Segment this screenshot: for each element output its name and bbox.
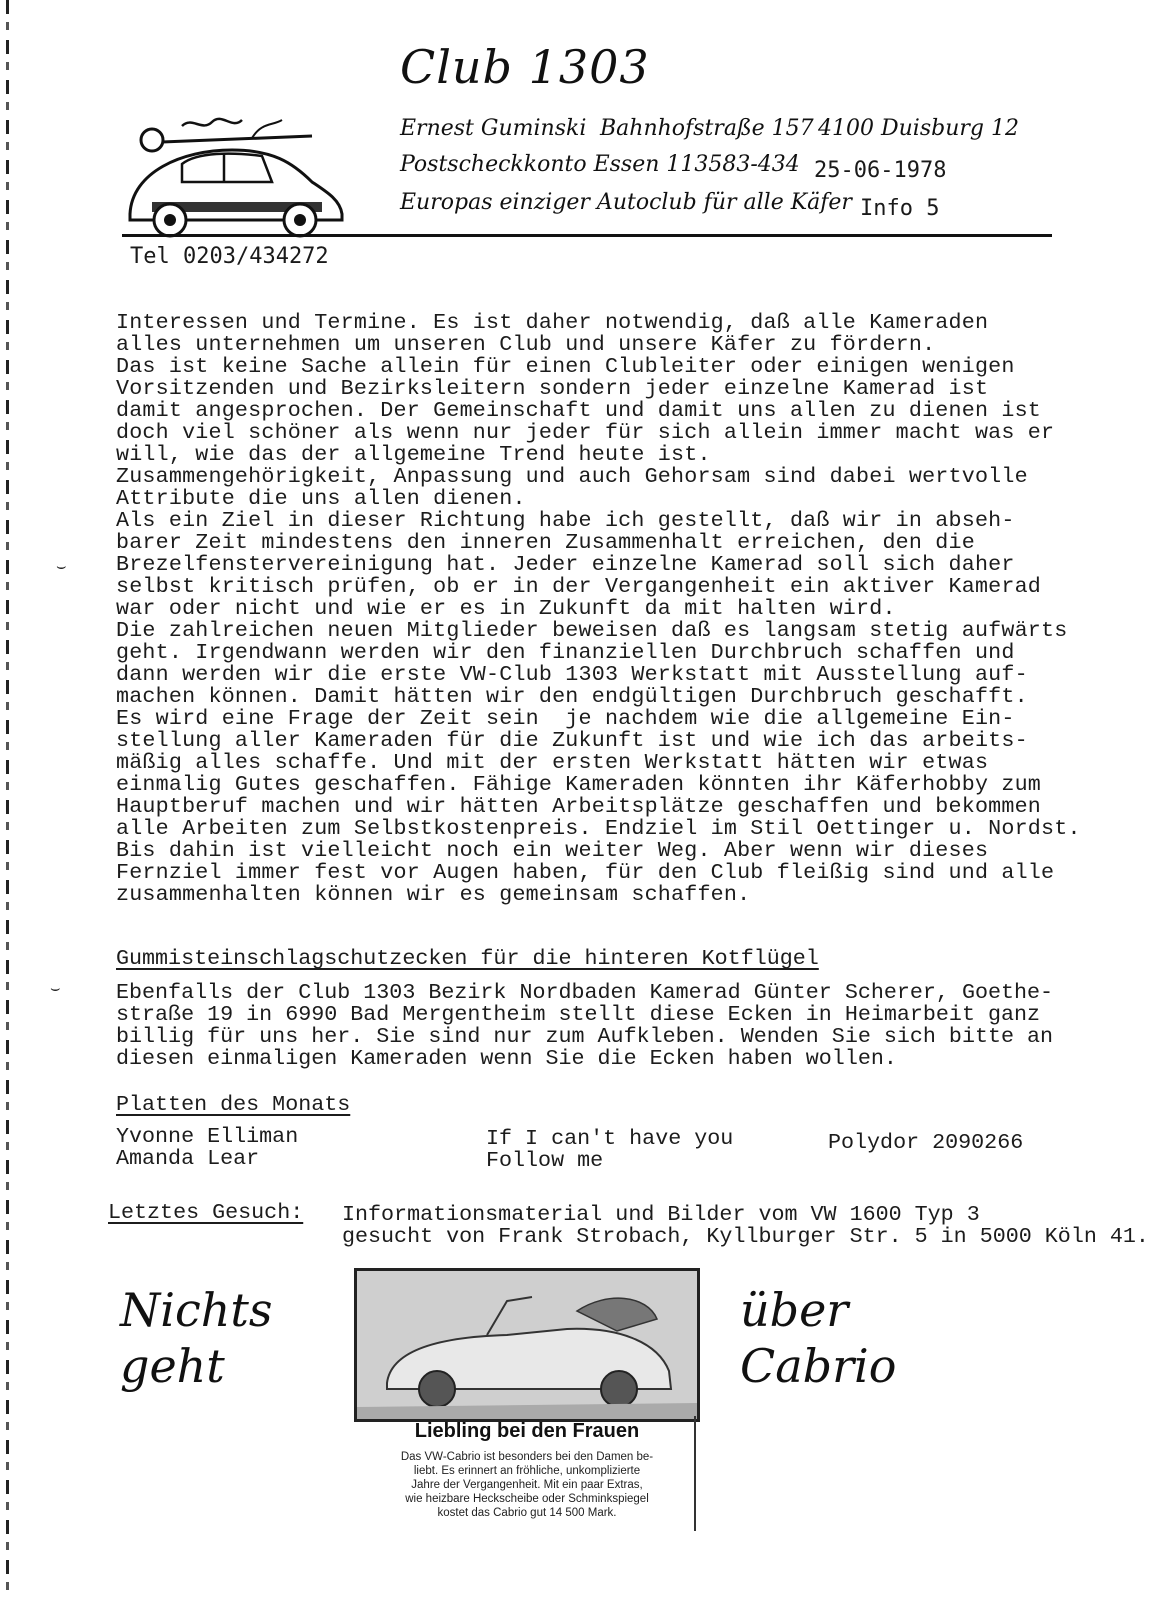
record-titles: If I can't have you Follow me [486,1126,734,1173]
handwriting-left: Nichts geht [120,1283,273,1393]
header-rule [122,234,1052,237]
record-artists: Yvonne Elliman Amanda Lear [116,1124,299,1171]
address-city: 4100 Duisburg 12 [818,116,1019,141]
cabrio-car-icon [357,1271,697,1419]
handwriting-right: über Cabrio [740,1283,897,1393]
section-heading-corners: Gummisteinschlagschutzecken für die hinteren Kotflügel [116,946,819,971]
cabrio-photo [354,1268,700,1422]
margin-tick: ⌣ [56,556,67,575]
address-name: Ernest Guminski [400,116,587,141]
margin-tick: ⌣ [50,978,61,997]
scan-edge [6,0,9,1600]
club-tagline: Europas einziger Autoclub für alle Käfer [400,190,852,215]
record-label: Polydor 2090266 [828,1130,1024,1155]
corners-paragraph: Ebenfalls der Club 1303 Bezirk Nordbaden Kamerad Günter Scherer, Goethe- straße 19 in 6990 Bad Mergentheim stellt diese Ecken in Heimarbeit ganz billig für uns her. Sie sind nur zum Aufkleben. Wenden Sie sich bitte an diesen einmaligen Kameraden wenn Sie die Ecken haben wollen. [116,980,1054,1071]
clipping-caption: Das VW-Cabrio ist besonders bei den Damen be- liebt. Es erinnert an fröhliche, unkomplizierte Jahre der Vergangenheit. Mit ein paar Extras, wie heizbare Heckscheibe oder Schminkspiegel kostet das Cabrio gut 14 500 Mark. [400,1451,654,1519]
address-street: Bahnhofstraße 157 [600,116,814,141]
search-label: Letztes Gesuch: [108,1200,304,1225]
beetle-logo [122,112,352,242]
club-title: Club 1303 [400,40,650,94]
phone-number: Tel 0203/434272 [130,244,329,269]
main-paragraph: Interessen und Termine. Es ist daher notwendig, daß alle Kameraden alles unternehmen um unseren Club und unsere Käfer zu fördern. Das ist keine Sache allein für einen Clubleiter oder einigen wenigen Vorsitzenden und Bezirksleitern sondern jeder einzelne Kamerad ist damit angesprochen. Der Gemeinschaft und damit uns allen zu dienen ist doch viel schöner als wenn nur jeder für sich allein immer macht was er will, wie das der allgemeine Trend heute ist. Zusammengehörigkeit, Anpassung und auch Gehorsam sind dabei wertvolle Attribute die uns allen dienen. Als ein Ziel in dieser Richtung habe ich gestellt, daß wir in abseh- barer Zeit mindestens den inneren Zusammenhalt erreichen, den die Brezelfenstervereinigung hat. Jeder einzelne Kamerad soll sich daher selbst kritisch prüfen, ob er in der Vergangenheit ein aktiver Kamerad war oder nicht und wie er es in Zukunft da mit halten wird. Die zahlreichen neuen Mitglieder beweisen daß es langsam stetig aufwärts geht. Irgendwann werden wir den finanziellen Durchbruch schaffen und dann werden wir die erste VW-Club 1303 Werkstatt mit Ausstellung auf- machen können. Damit hätten wir den endgültigen Durchbruch geschafft. Es wird eine Frage der Zeit sein je nachdem wie die allgemeine Ein- stellung aller Kameraden für die Zukunft ist und wie ich das arbeits- mäßig alles schaffe. Und mit der ersten Werkstatt hätten wir etwas einmalig Gutes geschaffen. Fähige Kameraden könnten ihr Käferhobby zum Hauptberuf machen und wir hätten Arbeitsplätze geschaffen und bekommen alle Arbeiten zum Selbstkostenpreis. Endziel im Stil Oettinger u. Nordst. Bis dahin ist vielleicht noch ein weiter Weg. Aber wenn wir dieses Fernziel immer fest vor Augen haben, für den Club fleißig sind und alle zusammenhalten können wir es gemeinsam schaffen. [116,310,1081,907]
letter-date: 25-06-1978 [814,158,947,183]
clipping-headline: Liebling bei den Frauen [414,1420,640,1442]
clipping-border [694,1416,696,1531]
info-number: Info 5 [860,196,940,221]
search-text: Informationsmaterial und Bilder vom VW 1600 Typ 3 gesucht von Frank Strobach, Kyllburger Str. 5 in 5000 Köln 41. [342,1202,1149,1249]
postal-account: Postscheckkonto Essen 113583-434 [400,152,800,177]
section-heading-records: Platten des Monats [116,1092,351,1117]
